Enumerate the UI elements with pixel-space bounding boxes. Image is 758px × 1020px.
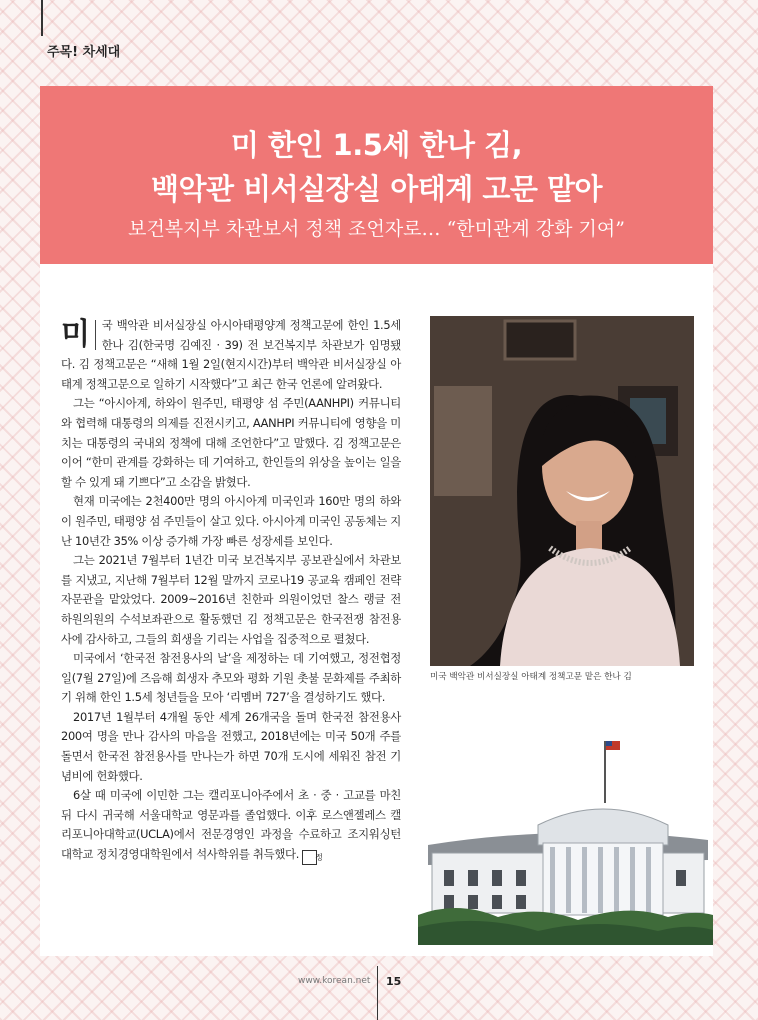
page-number: 15 <box>386 975 402 988</box>
footer-url: www.korean.net <box>298 976 371 986</box>
end-mark-icon: 정 <box>302 850 317 865</box>
article-paragraph-6: 2017년 1월부터 4개월 동안 세계 26개국을 돌며 한국전 참전용사 200여 명을 만나 감사의 마음을 전했고, 2018년에는 미국 50개 주를 돌면서 한국전 참전용사를 만나는가 하면 70개 도시에 세워진 참전 기념비에 헌화했다. <box>61 709 401 783</box>
article-body <box>61 316 401 865</box>
article-paragraph-5: 미국에서 ‘한국전 참전용사의 날’을 제정하는 데 기여했고, 정전협정일(7월 27일)에 즈음해 희생자 추모와 평화 기원 촛불 문화제를 주최하기 위해 한인 1.5세 청년들을 모아 ‘리멤버 727’을 결성하기도 했다. <box>61 651 401 705</box>
footer-divider <box>377 966 378 1020</box>
portrait-photo <box>430 316 694 666</box>
headline-banner <box>40 86 713 264</box>
white-house-illustration <box>418 735 713 945</box>
headline-line-1: 미 한인 1.5세 한나 김, <box>230 128 523 162</box>
article-paragraph-3: 현재 미국에는 2천400만 명의 아시아계 미국인과 160만 명의 하와이 원주민, 태평양 섬 주민들이 살고 있다. 아시아계 미국인 공동체는 지난 10년간 35% 이상 증가해 가장 빠른 성장세를 보인다. <box>61 494 401 548</box>
top-rule <box>41 0 43 36</box>
headline-subtitle: 보건복지부 차관보서 정책 조언자로… “한미관계 강화 기여” <box>128 218 625 240</box>
headline-line-2: 백악관 비서실장실 아태계 고문 맡아 <box>150 172 603 206</box>
drop-cap: 미 <box>61 320 96 350</box>
article-paragraph-4: 그는 2021년 7월부터 1년간 미국 보건복지부 공보관실에서 차관보를 지냈고, 지난해 7월부터 12월 말까지 코로나19 공교육 캠페인 전략자문관을 맡았었다. 2009~2016년 친한파 의원이었던 찰스 랭글 전 하원의원의 수석보좌관으로 활동했던 김 정책고문은 한국전쟁 참전용사에 감사하고, 그들의 희생을 기리는 사업을 집중적으로 펼쳤다. <box>61 553 401 646</box>
article-paragraph-7: 6살 때 미국에 이민한 그는 캘리포니아주에서 초 · 중 · 고교를 마친 뒤 다시 귀국해 서울대학교 영문과를 졸업했다. 이후 로스앤젤레스 캘리포니아대학교(UCLA)에서 전문경영인 과정을 수료하고 조지워싱턴대학교 정치경영대학원에서 석사학위를 취득했다. 정 <box>61 786 401 865</box>
portrait-illustration <box>430 316 694 666</box>
article-paragraph-2: 그는 “아시아계, 하와이 원주민, 태평양 섬 주민(AANHPI) 커뮤니티와 협력해 대통령의 의제를 진전시키고, AANHPI 커뮤니티에 영향을 미치는 대통령의 국내외 정책에 대해 조언한다”고 말했다. 김 정책고문은 이어 “한미 관계를 강화하는 데 기여하고, 한인들의 위상을 높이는 일을 할 수 있게 돼 기쁘다”고 소감을 밝혔다. <box>61 396 401 489</box>
section-label: 주목! 차세대 <box>47 45 121 60</box>
photo-caption: 미국 백악관 비서실장실 아태계 정책고문 맡은 한나 김 <box>430 672 632 682</box>
article-paragraph-1: 미 국 백악관 비서실장실 아시아태평양계 정책고문에 한인 1.5세 한나 김(한국명 김예진 · 39) 전 보건복지부 차관보가 임명됐다. 김 정책고문은 “새해 1월 2일(현지시간)부터 백악관 비서실장실 아태계 정책고문으로 일하기 시작했다”고 최근 한국 언론에 알려왔다. <box>61 317 401 391</box>
